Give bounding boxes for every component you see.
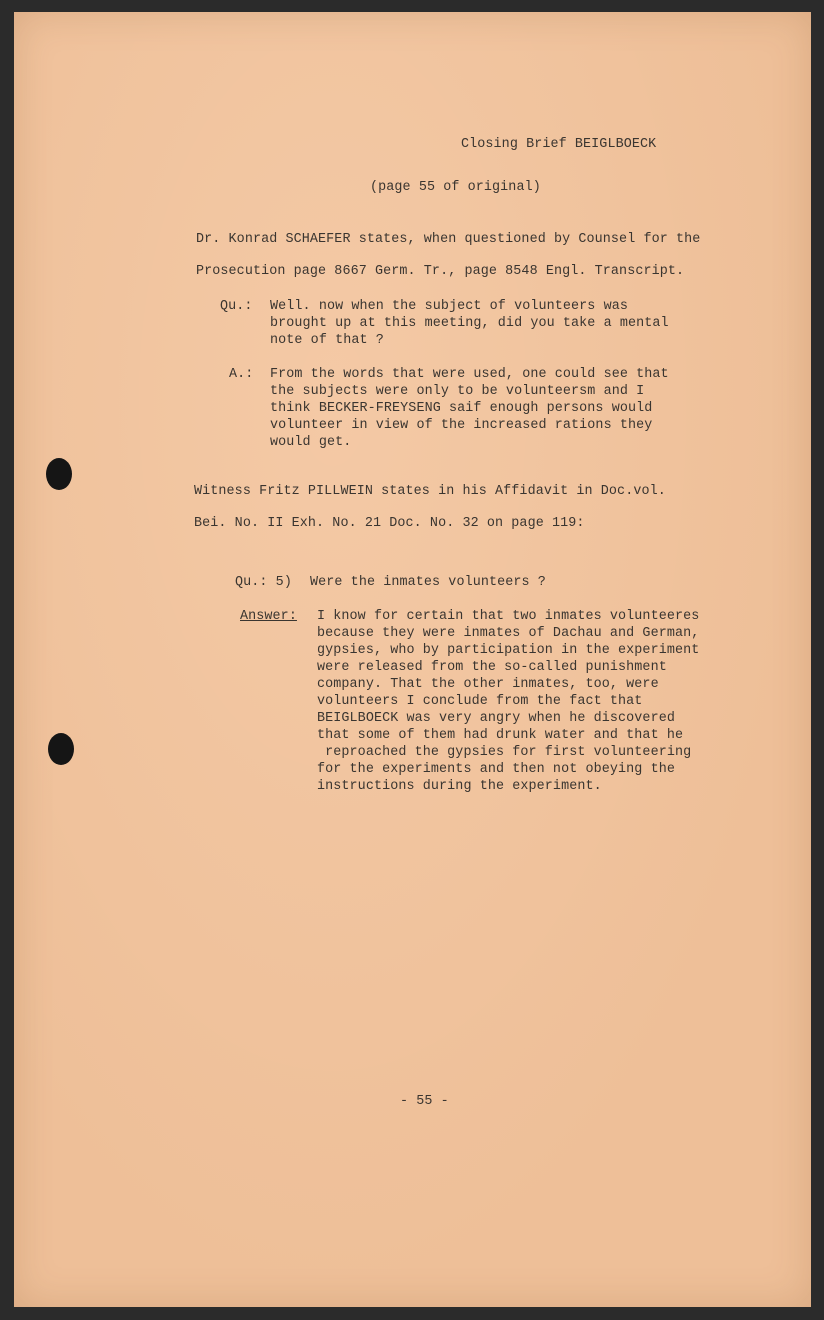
answer-line: volunteer in view of the increased rations they — [270, 418, 653, 433]
answer-line: From the words that were used, one could see that — [270, 367, 669, 382]
answer-line: for the experiments and then not obeying the — [317, 762, 675, 777]
answer-label: A.: — [229, 367, 254, 382]
answer-line: gypsies, who by participation in the experiment — [317, 643, 700, 658]
answer-line: instructions during the experiment. — [317, 779, 602, 794]
punch-hole — [48, 733, 74, 765]
page-number: - 55 - — [400, 1094, 449, 1109]
question-label: Qu.: — [220, 299, 253, 314]
answer-line: would get. — [270, 435, 352, 450]
answer-line: that some of them had drunk water and that he — [317, 728, 684, 743]
answer-line: reproached the gypsies for first volunteering — [317, 745, 692, 760]
intro-line: Prosecution page 8667 Germ. Tr., page 8548 Engl. Transcript. — [196, 264, 685, 279]
document-title: Closing Brief BEIGLBOECK — [461, 137, 657, 152]
answer-line: company. That the other inmates, too, were — [317, 677, 659, 692]
answer-line: the subjects were only to be volunteersm and I — [270, 384, 645, 399]
page-reference: (page 55 of original) — [370, 180, 541, 195]
question-label: Qu.: 5) — [235, 575, 292, 590]
answer-line: I know for certain that two inmates volunteeres — [317, 609, 700, 624]
answer-line: volunteers I conclude from the fact that — [317, 694, 643, 709]
punch-hole — [46, 458, 72, 490]
witness-line: Witness Fritz PILLWEIN states in his Affidavit in Doc.vol. — [194, 484, 666, 499]
witness-line: Bei. No. II Exh. No. 21 Doc. No. 32 on page 119: — [194, 516, 585, 531]
answer-line: because they were inmates of Dachau and German, — [317, 626, 700, 641]
answer-label: Answer: — [240, 609, 297, 624]
answer-line: BEIGLBOECK was very angry when he discovered — [317, 711, 675, 726]
question-line: Well. now when the subject of volunteers was — [270, 299, 628, 314]
question-line: brought up at this meeting, did you take a mental — [270, 316, 669, 331]
answer-line: were released from the so-called punishment — [317, 660, 667, 675]
question-line: Were the inmates volunteers ? — [310, 575, 546, 590]
intro-line: Dr. Konrad SCHAEFER states, when questioned by Counsel for the — [196, 232, 701, 247]
question-line: note of that ? — [270, 333, 384, 348]
answer-line: think BECKER-FREYSENG saif enough persons would — [270, 401, 653, 416]
